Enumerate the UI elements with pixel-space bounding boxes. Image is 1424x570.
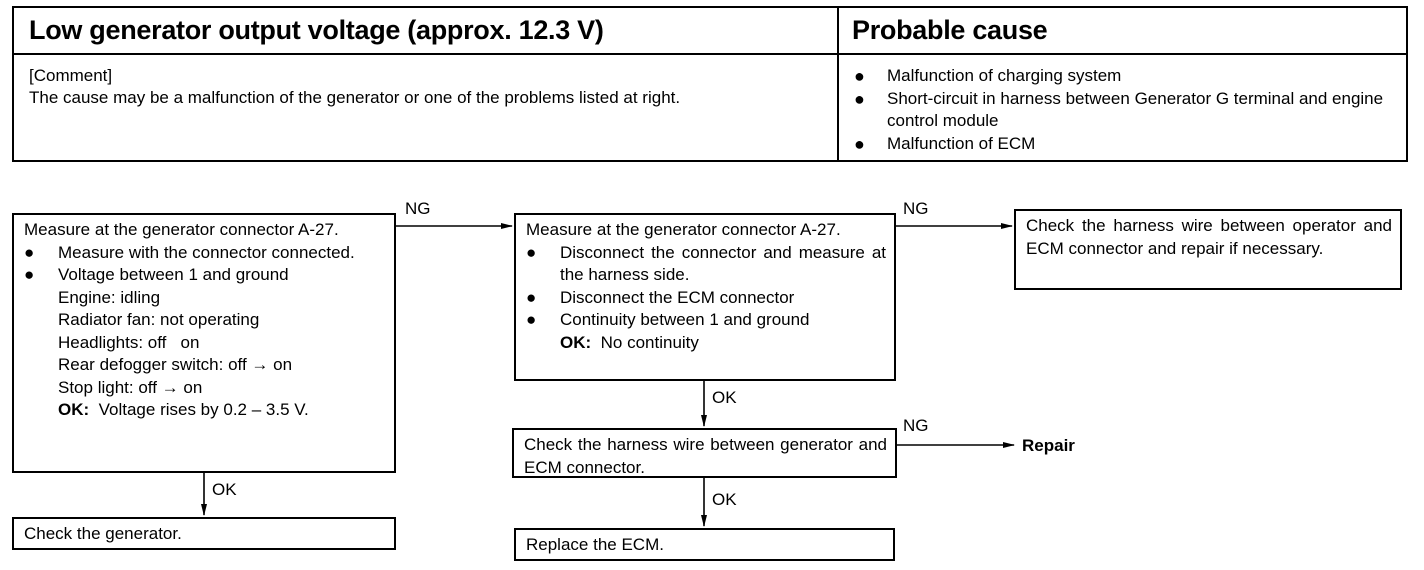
ok-text: Voltage rises by 0.2 – 3.5 V. — [98, 400, 309, 419]
ok-label: OK — [712, 388, 737, 407]
ok-criterion — [58, 399, 386, 422]
bullet-icon: ● — [854, 66, 865, 86]
bullet-icon: ● — [854, 133, 865, 154]
bullet-icon: ● — [24, 265, 35, 284]
ok-label: OK: — [58, 400, 90, 419]
bullet-icon: ● — [24, 242, 35, 262]
cause-item: ● Malfunction of charging system — [854, 66, 1122, 86]
ng-label: NG — [903, 416, 929, 435]
comment-heading: [Comment] — [29, 66, 113, 85]
bullet-icon: ● — [526, 242, 537, 262]
check-harness-generator-box: Check the harness wire between generator and ECM connector. — [512, 428, 897, 478]
condition-line: Engine: idling — [58, 287, 161, 307]
box-heading: Measure at the generator connector A-27. — [24, 220, 339, 239]
bullet-icon: ● — [526, 310, 537, 329]
measure-generator-box — [12, 213, 396, 473]
ng-label: NG — [405, 199, 431, 218]
repair-label: Repair — [1022, 436, 1075, 455]
check-harness-operator-box: Check the harness wire between operator and ECM connector and repair if necessary. — [1014, 209, 1402, 290]
box-bullets — [526, 242, 886, 355]
cause-item: ● Short-circuit in harness between Generator G terminal and engine control module — [854, 88, 1384, 130]
ok-criterion — [560, 332, 886, 355]
bullet-item: ● Disconnect the ECM connector — [526, 287, 886, 310]
ok-text: No continuity — [600, 332, 699, 352]
ok-label: OK — [212, 480, 237, 499]
ng-label: NG — [903, 199, 929, 218]
measure-harness-box — [514, 213, 896, 381]
cause-item: ● Malfunction of ECM — [854, 133, 1036, 154]
box-heading: Measure at the generator connector A-27. — [526, 220, 841, 239]
probable-cause-title: Probable cause — [852, 15, 1048, 45]
bullet-icon: ● — [854, 88, 865, 109]
bullet-item: ● Voltage between 1 and ground Engine: idling Radiator fan: not operating Headlights: off on Rear defogger switch: off → on Stop light: off → on OK: Voltage rises by 0.2 – 3.5 V. — [24, 264, 386, 422]
bullet-item: ● Disconnect the connector and measure at the harness side. — [526, 242, 886, 284]
bullet-item: ● Continuity between 1 and ground OK: No continuity — [526, 309, 886, 354]
bullet-icon: ● — [526, 287, 537, 307]
check-generator-box: Check the generator. — [12, 517, 396, 550]
symptom-title: Low generator output voltage (approx. 12.3 V) — [29, 15, 604, 45]
condition-line: Headlights: off on — [58, 332, 200, 352]
condition-line: Rear defogger switch: off → on — [58, 355, 293, 374]
bullet-item: ● Measure with the connector connected. — [24, 242, 386, 265]
ok-label: OK: — [560, 332, 592, 352]
replace-ecm-box: Replace the ECM. — [514, 528, 895, 561]
condition-line: Radiator fan: not operating — [58, 310, 260, 329]
condition-line: Stop light: off → on — [58, 377, 203, 397]
box-bullets — [24, 242, 386, 422]
comment-text: The cause may be a malfunction of the generator or one of the problems listed at right. — [29, 88, 681, 107]
ok-label: OK — [712, 490, 737, 509]
